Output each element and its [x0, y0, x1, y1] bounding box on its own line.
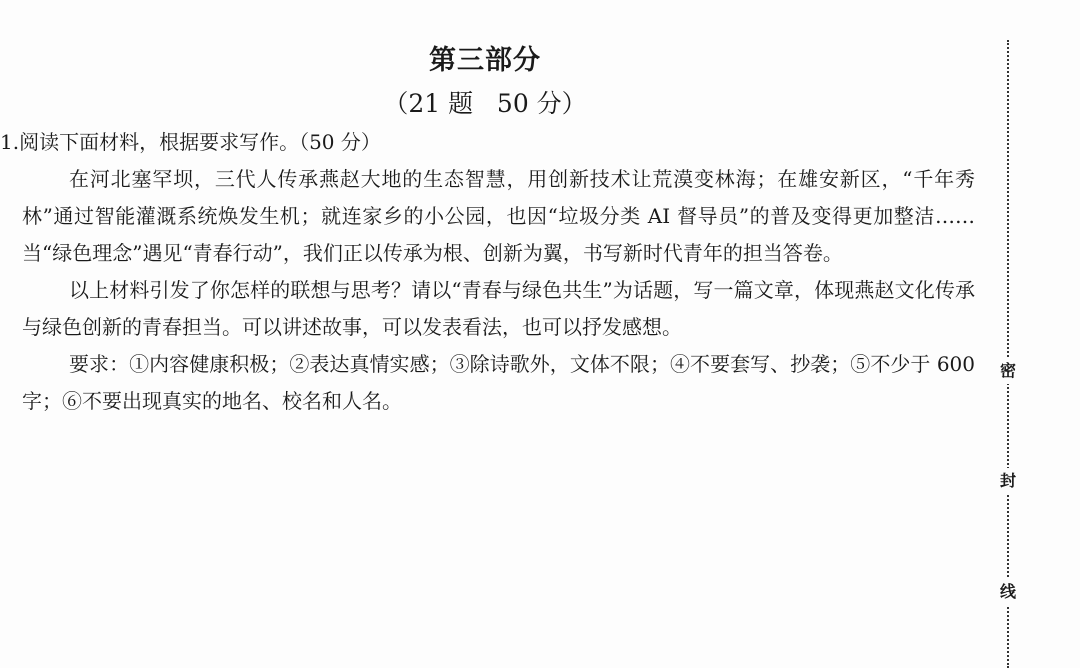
question-body	[0, 124, 975, 420]
binding-char-xian: 线	[996, 579, 1020, 605]
prompt-paragraph: 以上材料引发了你怎样的联想与思考？请以“青春与绿色共生”为话题，写一篇文章，体现燕赵文化传承与绿色创新的青春担当。可以讲述故事，可以发表看法，也可以抒发感想。	[22, 278, 975, 339]
binding-char-mi: 密	[996, 358, 1020, 384]
question-header: 1.阅读下面材料，根据要求写作。（50 分）	[0, 130, 381, 154]
binding-char-feng: 封	[996, 468, 1020, 494]
section-title: 第三部分	[429, 45, 541, 76]
binding-margin	[990, 40, 1026, 668]
section-subtitle: （21 题 50 分）	[383, 89, 587, 118]
material-paragraph: 在河北塞罕坝，三代人传承燕赵大地的生态智慧，用创新技术让荒漠变林海；在雄安新区，“千年秀林”通过智能灌溉系统焕发生机；就连家乡的小公园，也因“垃圾分类 AI 督导员”的普及变得更加整洁……当“绿色理念”遇见“青春行动”，我们正以传承为根、创新为翼，书写新时代青年的担当答卷。	[22, 167, 975, 265]
requirements-paragraph: 要求：①内容健康积极；②表达真情实感；③除诗歌外，文体不限；④不要套写、抄袭；⑤不少于 600 字；⑥不要出现真实的地名、校名和人名。	[22, 352, 975, 413]
binding-dotted-line	[1007, 40, 1009, 668]
